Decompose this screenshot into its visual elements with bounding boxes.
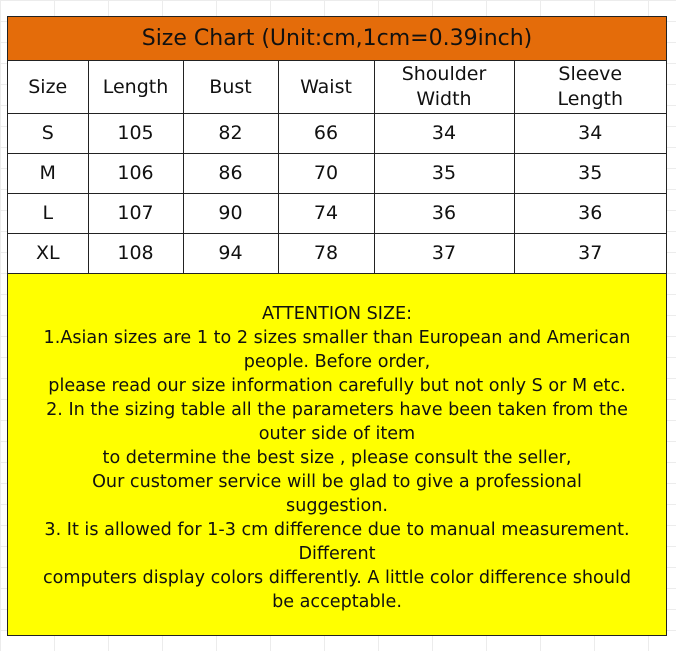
table-cell: M [8, 154, 88, 194]
size-chart [7, 16, 667, 636]
attention-line: suggestion. [286, 496, 388, 516]
table-row [8, 154, 666, 194]
header-size [8, 61, 88, 114]
header-sleeve-length [514, 61, 666, 114]
table-cell: 106 [88, 154, 183, 194]
size-table [8, 61, 666, 274]
table-cell: S [8, 114, 88, 154]
attention-line: Different [298, 544, 376, 564]
header-label: Width [416, 88, 472, 110]
attention-line: 3. It is allowed for 1-3 cm difference due to manual measurement. [44, 520, 630, 540]
table-cell: 82 [183, 114, 278, 154]
attention-line: 1.Asian sizes are 1 to 2 sizes smaller than European and American [43, 328, 631, 348]
table-cell: 78 [278, 234, 374, 274]
attention-line: computers display colors differently. A little color difference should [42, 568, 632, 588]
size-chart-title: Size Chart (Unit:cm,1cm=0.39inch) [8, 17, 666, 61]
table-cell: 70 [278, 154, 374, 194]
attention-line: outer side of item [258, 424, 416, 444]
table-cell: 34 [374, 114, 514, 154]
attention-line: to determine the best size , please consult the seller, [102, 448, 572, 468]
attention-line: 2. In the sizing table all the parameters have been taken from the [46, 400, 628, 420]
table-cell: 66 [278, 114, 374, 154]
table-cell: 37 [374, 234, 514, 274]
header-label: Size [28, 75, 68, 98]
table-cell: 94 [183, 234, 278, 274]
table-cell: 36 [374, 194, 514, 234]
table-cell: 35 [374, 154, 514, 194]
header-length [88, 61, 183, 114]
table-cell: XL [8, 234, 88, 274]
table-cell: 35 [514, 154, 666, 194]
attention-line: be acceptable. [272, 592, 402, 612]
header-label: Shoulder [401, 63, 487, 85]
attention-notes [8, 273, 666, 635]
table-header-row [8, 61, 666, 114]
table-cell: 107 [88, 194, 183, 234]
table-row [8, 114, 666, 154]
table-cell: 37 [514, 234, 666, 274]
header-label: Length [557, 88, 624, 110]
header-shoulder-width [374, 61, 514, 114]
table-cell: 36 [514, 194, 666, 234]
table-cell: 108 [88, 234, 183, 274]
table-cell: L [8, 194, 88, 234]
table-row [8, 234, 666, 274]
header-bust [183, 61, 278, 114]
header-label: Sleeve [558, 63, 623, 85]
table-cell: 90 [183, 194, 278, 234]
attention-line: please read our size information carefully but not only S or M etc. [48, 376, 626, 396]
attention-heading: ATTENTION SIZE: [261, 304, 413, 324]
attention-line: people. Before order, [243, 352, 431, 372]
header-label: Waist [300, 75, 352, 98]
table-cell: 34 [514, 114, 666, 154]
table-cell: 86 [183, 154, 278, 194]
header-label: Length [102, 75, 169, 98]
table-row [8, 194, 666, 234]
table-cell: 105 [88, 114, 183, 154]
attention-line: Our customer service will be glad to give a professional [92, 472, 582, 492]
header-label: Bust [209, 75, 252, 98]
table-cell: 74 [278, 194, 374, 234]
header-waist [278, 61, 374, 114]
